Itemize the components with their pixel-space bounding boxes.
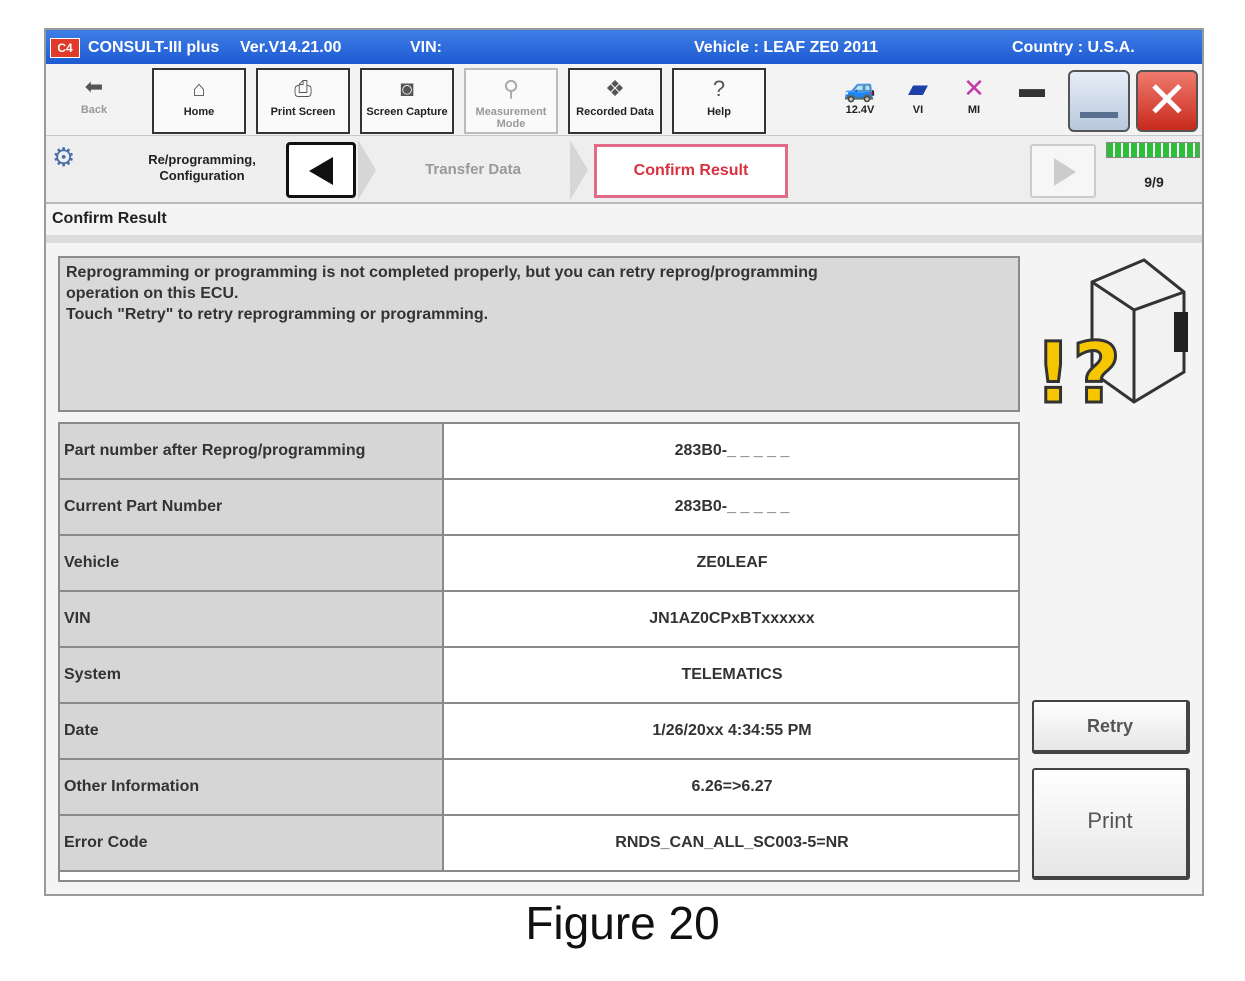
- battery-icon: ▬: [1019, 73, 1045, 103]
- previous-step-button[interactable]: [286, 142, 356, 198]
- close-button[interactable]: [1136, 70, 1198, 132]
- close-icon: ✕: [1146, 72, 1188, 128]
- meter-icon: ⚲: [502, 76, 520, 101]
- recorded-data-button[interactable]: [568, 68, 662, 134]
- breadcrumb: [46, 136, 1202, 204]
- table-row: [60, 704, 1018, 760]
- home-icon: ⌂: [192, 76, 206, 101]
- row-value: RNDS_CAN_ALL_SC003-5=NR: [615, 834, 849, 851]
- row-key: Current Part Number: [60, 480, 444, 534]
- row-key: System: [60, 648, 444, 702]
- result-table: [58, 422, 1020, 882]
- section-title: Confirm Result: [52, 210, 167, 227]
- table-row: [60, 424, 1018, 480]
- table-row: [60, 536, 1018, 592]
- vehicle-info: Vehicle : LEAF ZE0 2011: [694, 39, 879, 56]
- print-screen-label: Print Screen: [270, 106, 336, 118]
- consult-logo: C4: [50, 38, 80, 58]
- measurement-mode-label: Measurement Mode: [475, 106, 547, 130]
- row-key: Part number after Reprog/programming: [60, 424, 444, 478]
- row-value: TELEMATICS: [681, 666, 783, 683]
- title-bar: [46, 30, 1202, 64]
- step-confirm-result[interactable]: Confirm Result: [594, 144, 788, 198]
- progress-count: 9/9: [1144, 174, 1164, 190]
- table-row: [60, 648, 1018, 704]
- table-row: [60, 816, 1018, 872]
- row-key: Date: [60, 704, 444, 758]
- battery-status: [832, 72, 888, 116]
- consult-window: [44, 28, 1204, 896]
- camera-icon: ◙: [400, 76, 414, 101]
- measurement-mode-button[interactable]: [464, 68, 558, 134]
- row-key: VIN: [60, 592, 444, 646]
- mi-status: [952, 72, 996, 116]
- vi-label: VI: [912, 104, 924, 116]
- help-icon: ?: [712, 76, 726, 101]
- voltage-value: 12.4V: [845, 104, 875, 116]
- back-button[interactable]: [50, 68, 138, 134]
- progress-fill: [1107, 143, 1199, 157]
- step-progress: [1106, 142, 1202, 198]
- recorded-data-icon: ❖: [605, 76, 625, 101]
- row-key: Error Code: [60, 816, 444, 870]
- table-row: [60, 480, 1018, 536]
- vin-label: VIN:: [410, 39, 442, 56]
- breadcrumb-title: Re/programming, Configuration: [148, 152, 256, 183]
- toolbar: [46, 64, 1202, 136]
- screen-capture-label: Screen Capture: [366, 106, 448, 118]
- row-value: 6.26=>6.27: [691, 778, 773, 795]
- help-button[interactable]: [672, 68, 766, 134]
- home-label: Home: [183, 106, 215, 118]
- row-key: Vehicle: [60, 536, 444, 590]
- next-step-button[interactable]: [1030, 144, 1096, 198]
- svg-text:!?: !?: [1034, 324, 1122, 412]
- figure-caption: Figure 20: [525, 897, 720, 949]
- row-value: 283B0-_ _ _ _ _: [674, 498, 790, 515]
- row-key: Other Information: [60, 760, 444, 814]
- progress-bar: [1106, 142, 1200, 158]
- chevron-right-icon: [358, 140, 376, 200]
- printer-icon: ⎙: [294, 76, 312, 101]
- minimize-button[interactable]: [1068, 70, 1130, 132]
- row-value: 1/26/20xx 4:34:55 PM: [652, 722, 812, 739]
- app-version: Ver.V14.21.00: [240, 39, 342, 56]
- home-button[interactable]: [152, 68, 246, 134]
- app-name: CONSULT-III plus: [88, 39, 220, 56]
- chevron-right-icon: [570, 140, 588, 200]
- mi-disconnected-icon: ✕: [963, 73, 985, 103]
- mi-label: MI: [967, 104, 981, 116]
- result-message: Reprogramming or programming is not completed properly, but you can retry reprog/programming operation on this ECU. Touch "Retry" to retry reprogramming or programming.: [58, 256, 1020, 412]
- screen-capture-button[interactable]: [360, 68, 454, 134]
- table-row: [60, 592, 1018, 648]
- print-screen-button[interactable]: [256, 68, 350, 134]
- row-value: 283B0-_ _ _ _ _: [674, 442, 790, 459]
- help-label: Help: [707, 106, 731, 118]
- country-info: Country : U.S.A.: [1012, 39, 1135, 56]
- row-value: ZE0LEAF: [696, 554, 768, 571]
- back-label: Back: [80, 104, 108, 116]
- step-transfer-data[interactable]: Transfer Data: [425, 161, 521, 178]
- car-icon: 🚙: [843, 73, 877, 103]
- retry-button[interactable]: Retry: [1032, 700, 1190, 754]
- battery-indicator: [1008, 72, 1056, 104]
- row-value: JN1AZ0CPxBTxxxxxx: [649, 610, 815, 627]
- back-arrow-icon: ⬅: [84, 74, 104, 99]
- vi-connection-icon: ▰: [908, 73, 928, 103]
- print-button[interactable]: Print: [1032, 768, 1190, 880]
- ecu-warning-icon: [1034, 252, 1194, 412]
- vi-status: [896, 72, 940, 116]
- table-row: [60, 760, 1018, 816]
- reprogramming-icon: ⚙: [52, 142, 76, 172]
- section-divider: [46, 235, 1202, 243]
- recorded-data-label: Recorded Data: [576, 106, 654, 118]
